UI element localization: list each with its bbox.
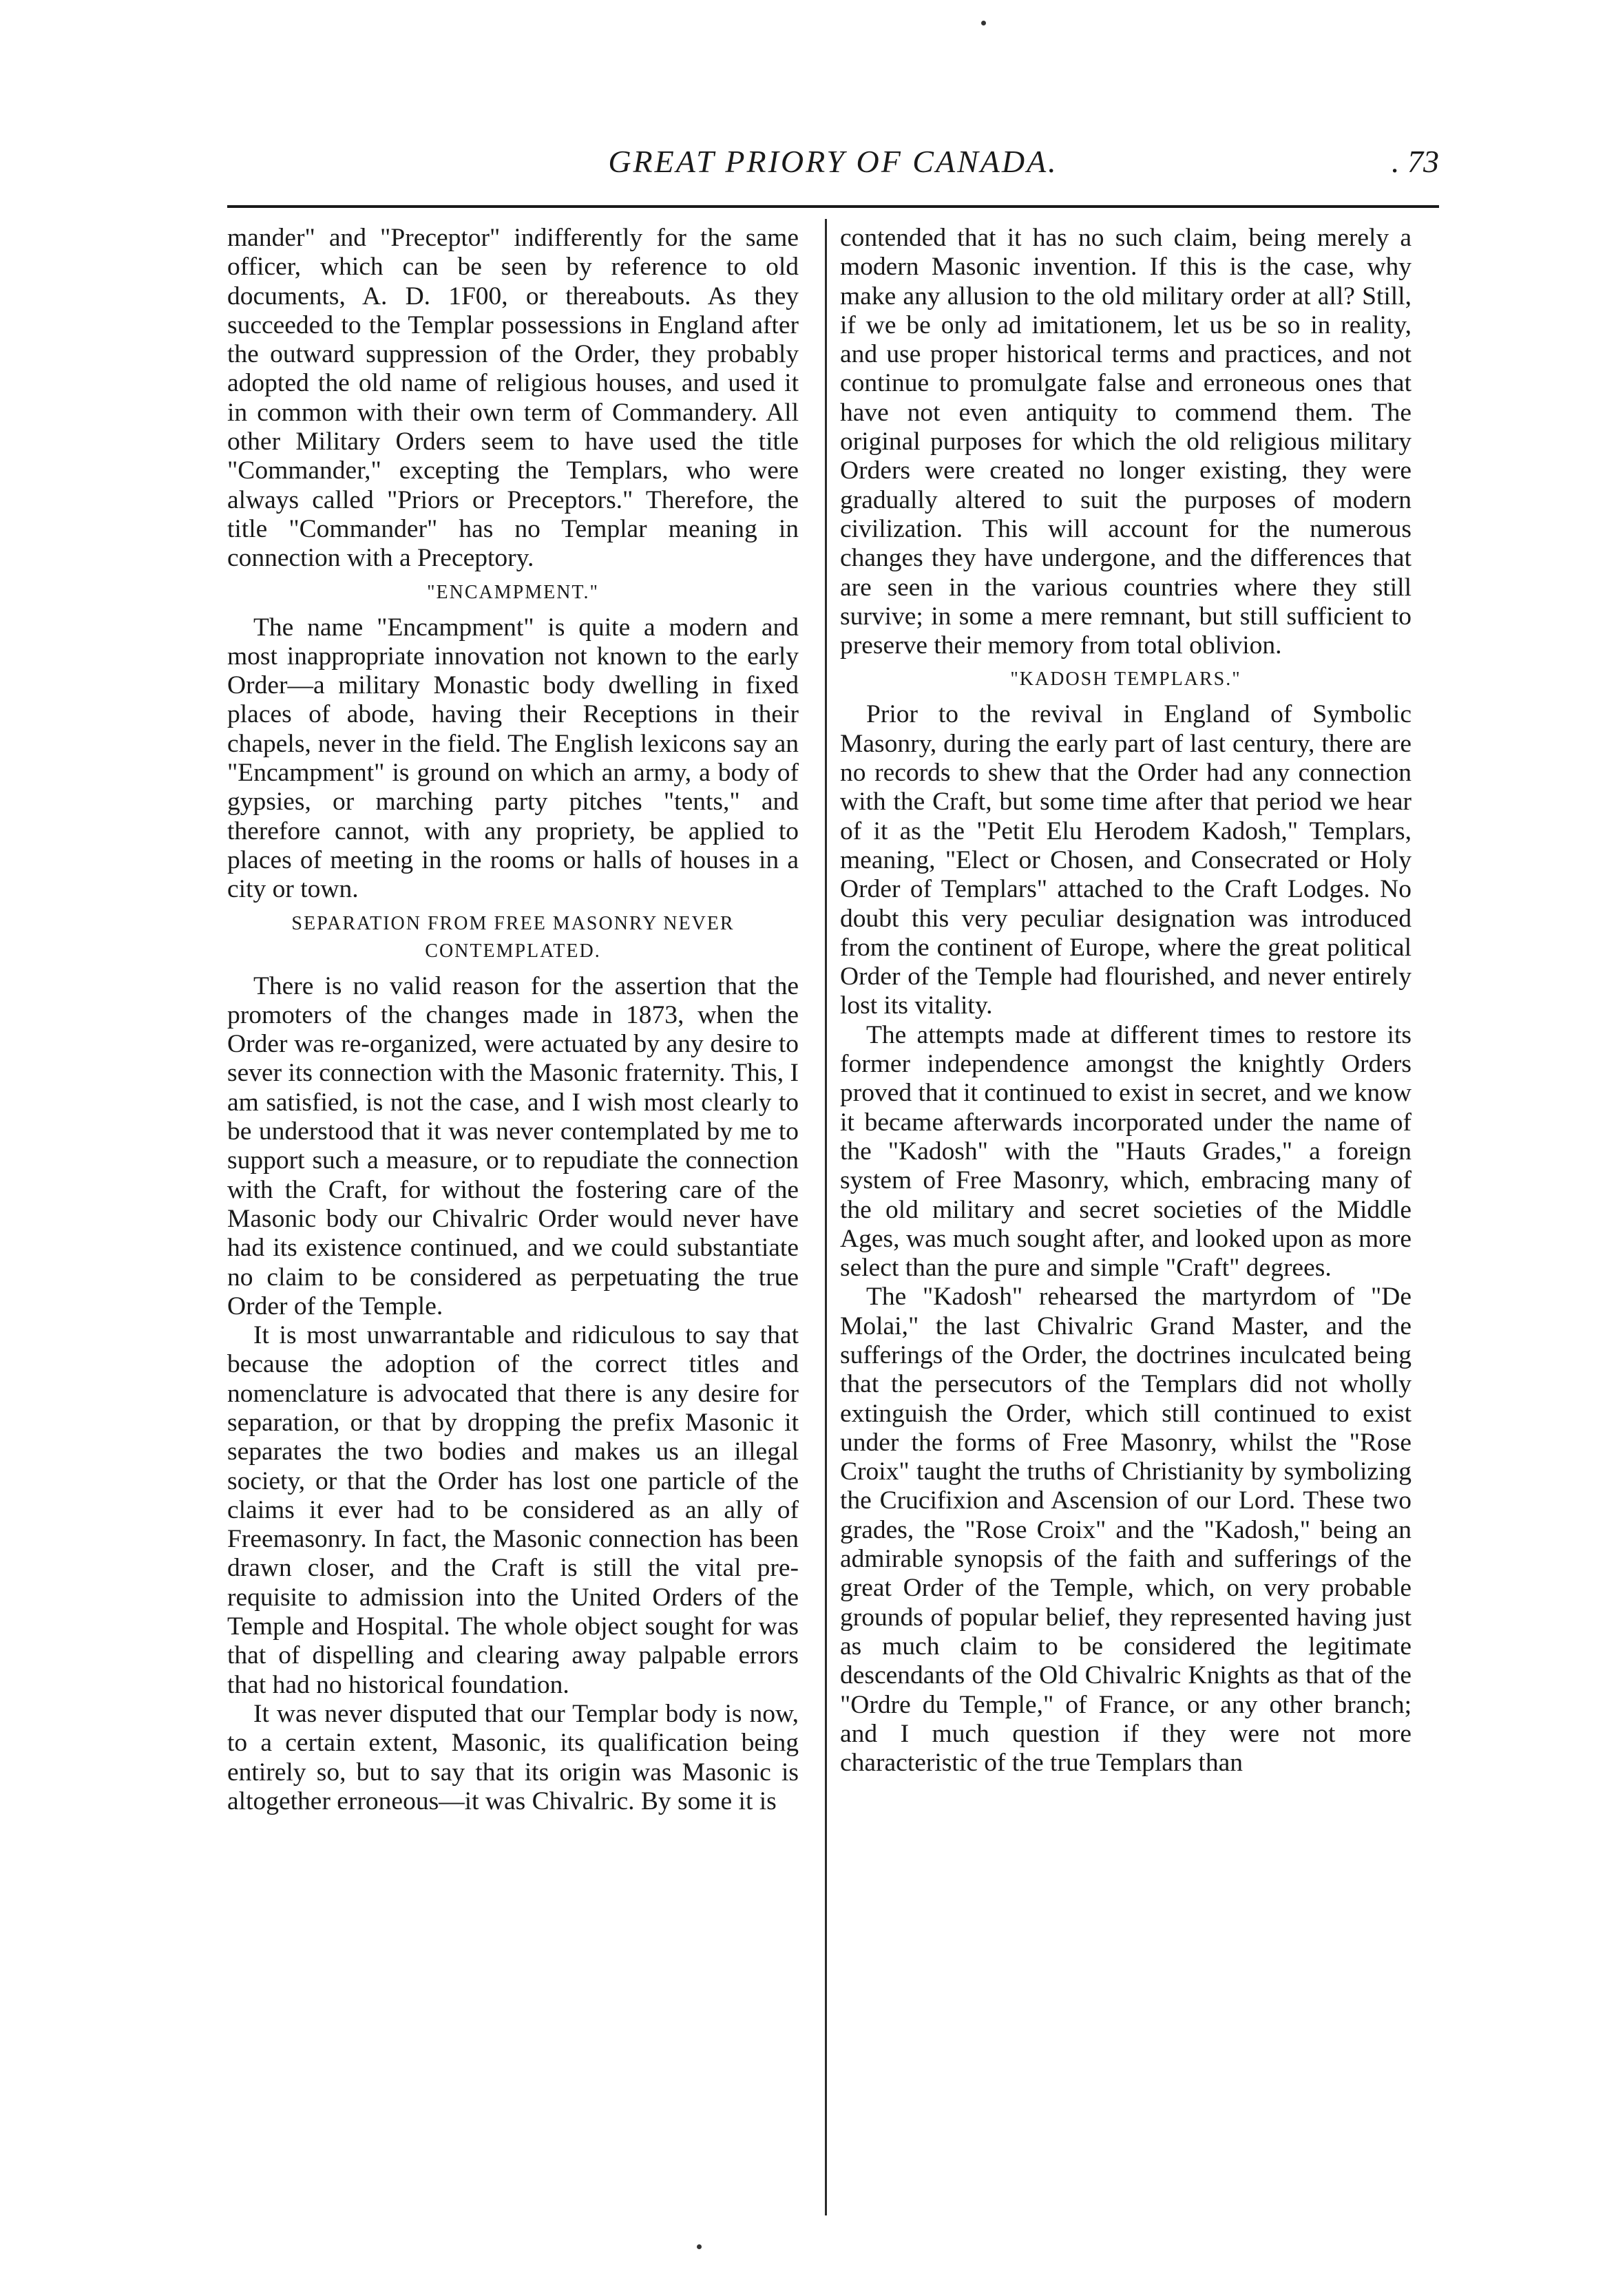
paragraph: The attempts made at different times to restore its former independence amongst the knightly Orders proved that it continued to exist in secret, and we know it became afterwards incorporated under the name of the "Kadosh" with the "Hauts Grades," a foreign system of Free Masonry, which, embracing many of the old military and secret societies of the Middle Ages, was much sought after, and looked upon as more select than the pure and simple "Craft" degrees. (840, 1020, 1412, 1283)
column-divider (825, 219, 827, 2215)
paragraph: There is no valid reason for the assertion that the promoters of the changes made in 1873, when the Order was re-organized, were actuated by any desire to sever its connection with the Masonic fraternity. This, I am satisfied, is not the case, and I wish most clearly to be understood that it was never contemplated by me to support such a measure, or to repudiate the connection with the Craft, for without the fostering care of the Masonic body our Chivalric Order would never have had its existence continued, and we could substantiate no claim to be considered as perpetuating the true Order of the Temple. (227, 971, 799, 1320)
page-number: . 73 (1392, 144, 1439, 179)
paragraph: mander" and "Preceptor" indifferently for the same officer, which can be seen by reference to old documents, A. D. 1F00, or thereabouts. As they succeeded to the Templar possessions in England after the outward suppression of the Order, they probably adopted the old name of religious houses, and used it in common with their own term of Commandery. All other Military Orders seem to have used the title "Commander," excepting the Templars, who were always called "Priors or Preceptors." Therefore, the title "Commander" has no Templar meaning in connection with a Preceptory. (227, 224, 799, 573)
left-column (227, 224, 799, 2213)
section-heading: SEPARATION FROM FREE MASONRY NEVER CONTEMPLATED. (291, 912, 735, 962)
section-heading: "ENCAMPMENT." (427, 581, 599, 603)
right-column (840, 224, 1412, 2213)
paragraph: The name "Encampment" is quite a modern and most inappropriate innovation not known to the early Order—a military Monastic body dwelling in fixed places of abode, having their Receptions in their chapels, never in the field. The English lexicons say an "Encampment" is ground on which an army, a body of gypsies, or marching party pitches "tents," and therefore cannot, with any propriety, be applied to places of meeting in the rooms or halls of houses in a city or town. (227, 613, 799, 904)
paragraph: contended that it has no such claim, being merely a modern Masonic invention. If this is the case, why make any allusion to the old military order at all? Still, if we be only ad imitationem, let us be so in reality, and use proper historical terms and practices, and not continue to promulgate false and erroneous ones that have not even antiquity to commend them. The original purposes for which the old religious military Orders were created no longer existing, they were gradually altered to suit the purposes of modern civilization. This will account for the numerous changes they have undergone, and the differences that are seen in the various countries where they still survive; in some a mere remnant, but still sufficient to preserve their memory from total oblivion. (840, 224, 1412, 660)
paragraph: Prior to the revival in England of Symbolic Masonry, during the early part of last century, there are no records to shew that the Order had any connection with the Craft, but some time after that period we hear of it as the "Petit Elu Herodem Kadosh," Templars, meaning, "Elect or Chosen, and Consecrated or Holy Order of Templars" attached to the Craft Lodges. No doubt this very peculiar designation was introduced from the continent of Europe, where the great political Order of the Temple had flourished, and never entirely lost its vitality. (840, 700, 1412, 1020)
running-title: GREAT PRIORY OF CANADA. (608, 144, 1058, 179)
section-heading: "KADOSH TEMPLARS." (1010, 668, 1241, 691)
paragraph: The "Kadosh" rehearsed the martyrdom of "De Molai," the last Chivalric Grand Master, and the sufferings of the Order, the doctrines inculcated being that the persecutors of the Templars did not wholly extinguish the Order, which still continued to exist under the forms of Free Masonry, whilst the "Rose Croix" taught the truths of Christianity by symbolizing the Crucifixion and Ascension of our Lord. These two grades, the "Rose Croix" and the "Kadosh," being an admirable synopsis of the faith and sufferings of the great Order of the Temple, which, on very probable grounds of popular belief, they represented having just as much claim to be considered the legitimate descendants of the Old Chivalric Knights as that of the "Ordre du Temple," of France, or any other branch; and I much question if they were not more characteristic of the true Templars than (840, 1283, 1412, 1778)
header-rule (227, 205, 1439, 208)
print-speck (697, 2244, 702, 2249)
page-header (227, 143, 1439, 191)
print-speck (981, 21, 986, 25)
paragraph: It was never disputed that our Templar body is now, to a certain extent, Masonic, its qualification being entirely so, but to say that its origin was Masonic is altogether erroneous—it was Chivalric. By some it is (227, 1699, 799, 1815)
paragraph: It is most unwarrantable and ridiculous to say that because the adoption of the correct titles and nomenclature is advocated that there is any desire for separation, or that by dropping the prefix Masonic it separates the two bodies and makes us an illegal society, or that the Order has lost one particle of the claims it ever had to be considered as an ally of Freemasonry. In fact, the Masonic connection has been drawn closer, and the Craft is still the vital pre-requisite to admission into the United Orders of the Temple and Hospital. The whole object sought for was that of dispelling and clearing away palpable errors that had no historical foundation. (227, 1321, 799, 1699)
